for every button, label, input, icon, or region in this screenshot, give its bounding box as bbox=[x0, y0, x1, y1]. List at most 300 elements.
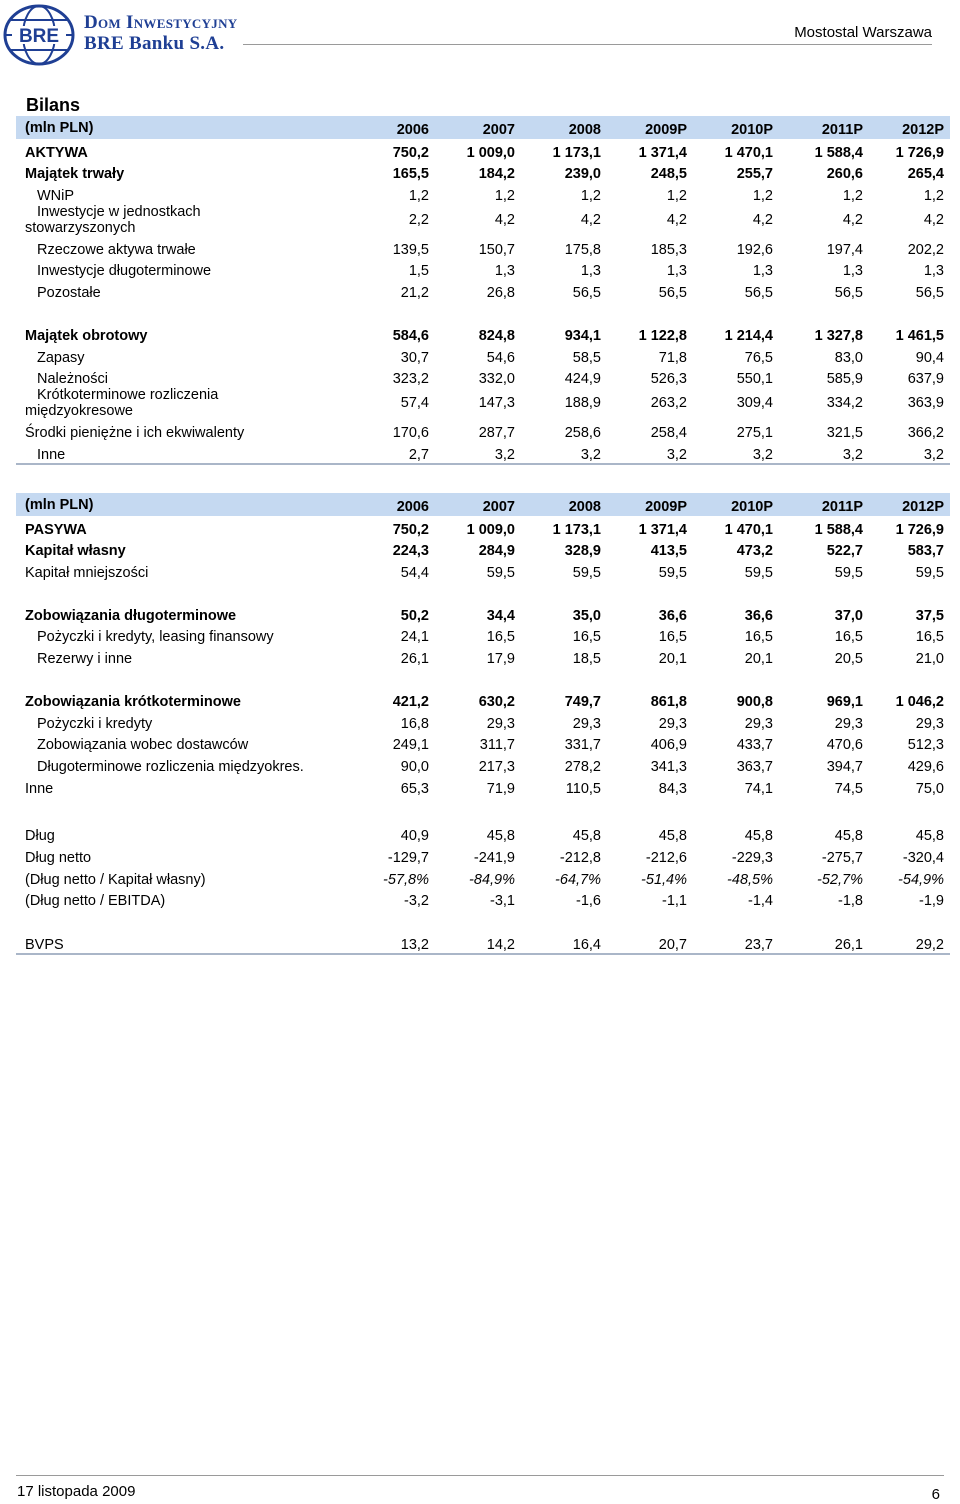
cell: -1,9 bbox=[919, 893, 944, 910]
year-header: 2010P bbox=[693, 493, 779, 516]
cell: 328,9 bbox=[564, 543, 601, 560]
cell: 36,6 bbox=[658, 607, 687, 624]
cell: 1 726,9 bbox=[895, 144, 944, 161]
unit-label: (mln PLN) bbox=[16, 116, 352, 139]
cell: 1 461,5 bbox=[895, 327, 944, 344]
cell: -3,1 bbox=[490, 893, 515, 910]
table-row bbox=[16, 602, 950, 624]
row-label bbox=[16, 387, 352, 419]
cell: 58,5 bbox=[572, 349, 601, 366]
year-header: 2008 bbox=[521, 116, 607, 139]
table-row bbox=[16, 516, 950, 538]
table-row bbox=[16, 823, 950, 845]
cell: 309,4 bbox=[736, 395, 773, 412]
cell: 750,2 bbox=[392, 521, 429, 538]
spacer-row bbox=[16, 797, 950, 823]
cell: 424,9 bbox=[564, 371, 601, 388]
cell: 421,2 bbox=[392, 693, 429, 710]
cell: 749,7 bbox=[564, 693, 601, 710]
cell: -1,1 bbox=[662, 893, 687, 910]
cell: 4,2 bbox=[666, 212, 687, 229]
cell: 4,2 bbox=[923, 212, 944, 229]
table-row bbox=[16, 866, 950, 888]
cell: 29,3 bbox=[486, 715, 515, 732]
cell: 16,8 bbox=[400, 715, 429, 732]
unit-label: (mln PLN) bbox=[16, 493, 352, 516]
cell: 630,2 bbox=[478, 693, 515, 710]
row-label-line-1: Krótkoterminowe rozliczenia bbox=[37, 387, 219, 404]
table-row bbox=[16, 559, 950, 581]
cell: 16,4 bbox=[521, 931, 607, 954]
cell: 287,7 bbox=[478, 424, 515, 441]
cell: 56,5 bbox=[572, 285, 601, 302]
cell: 175,8 bbox=[564, 241, 601, 258]
cell: 258,6 bbox=[564, 424, 601, 441]
cell: 59,5 bbox=[915, 565, 944, 582]
cell: 258,4 bbox=[650, 424, 687, 441]
page-header bbox=[0, 0, 960, 70]
cell: 900,8 bbox=[736, 693, 773, 710]
cell: 1,3 bbox=[580, 263, 601, 280]
cell: -229,3 bbox=[731, 849, 773, 866]
cell: 522,7 bbox=[826, 543, 863, 560]
cell: 3,2 bbox=[435, 441, 521, 464]
cell: 170,6 bbox=[392, 424, 429, 441]
cell: 3,2 bbox=[607, 441, 693, 464]
cell: 37,0 bbox=[834, 607, 863, 624]
year-header: 2006 bbox=[352, 116, 435, 139]
cell: 2,2 bbox=[408, 212, 429, 229]
bre-logo-icon bbox=[3, 4, 75, 66]
cell: -1,8 bbox=[838, 893, 863, 910]
cell: 470,6 bbox=[826, 737, 863, 754]
footer-divider bbox=[16, 1475, 944, 1476]
table-row bbox=[16, 344, 950, 366]
cell: 249,1 bbox=[392, 737, 429, 754]
cell: 224,3 bbox=[392, 543, 429, 560]
table-row bbox=[16, 419, 950, 441]
cell: 1 173,1 bbox=[552, 144, 601, 161]
row-label: WNiP bbox=[37, 188, 75, 205]
cell: 75,0 bbox=[915, 780, 944, 797]
row-label: Kapitał mniejszości bbox=[25, 565, 149, 582]
row-label: AKTYWA bbox=[25, 144, 88, 161]
cell: 433,7 bbox=[736, 737, 773, 754]
brand-name bbox=[84, 12, 237, 54]
cell: -51,4% bbox=[641, 871, 687, 888]
cell: 1 009,0 bbox=[466, 144, 515, 161]
table-row bbox=[16, 182, 950, 204]
year-header: 2007 bbox=[435, 493, 521, 516]
row-label: Rezerwy i inne bbox=[37, 651, 133, 668]
cell: 311,7 bbox=[479, 737, 515, 754]
cell: 3,2 bbox=[869, 441, 950, 464]
table-header-row bbox=[16, 116, 950, 139]
header-divider bbox=[243, 44, 932, 45]
cell: 1,2 bbox=[494, 188, 515, 205]
cell: 1,2 bbox=[842, 188, 863, 205]
year-header: 2008 bbox=[521, 493, 607, 516]
table-header-row bbox=[16, 493, 950, 516]
cell: 321,5 bbox=[826, 424, 863, 441]
row-label: Należności bbox=[37, 371, 108, 388]
cell: 1,3 bbox=[752, 263, 773, 280]
row-label: Rzeczowe aktywa trwałe bbox=[37, 241, 196, 258]
cell: 824,8 bbox=[478, 327, 515, 344]
section-title: Bilans bbox=[26, 95, 81, 115]
cell: 59,5 bbox=[658, 565, 687, 582]
cell: 1 371,4 bbox=[638, 144, 687, 161]
cell: 16,5 bbox=[915, 629, 944, 646]
year-header: 2012P bbox=[869, 493, 950, 516]
cell: 2,7 bbox=[352, 441, 435, 464]
year-header: 2011P bbox=[779, 116, 869, 139]
cell: 255,7 bbox=[736, 166, 773, 183]
cell: 188,9 bbox=[564, 395, 601, 412]
cell: 3,2 bbox=[521, 441, 607, 464]
spacer-row bbox=[16, 667, 950, 688]
cell: 20,7 bbox=[607, 931, 693, 954]
cell: 512,3 bbox=[907, 737, 944, 754]
cell: 185,3 bbox=[650, 241, 687, 258]
cell: 83,0 bbox=[834, 349, 863, 366]
table-row bbox=[16, 688, 950, 710]
cell: 36,6 bbox=[744, 607, 773, 624]
row-label: Majątek trwały bbox=[25, 166, 125, 183]
cell: 584,6 bbox=[392, 327, 429, 344]
cell: -1,6 bbox=[576, 893, 601, 910]
cell: 90,4 bbox=[915, 349, 944, 366]
svg-text:BRE: BRE bbox=[18, 26, 60, 47]
cell: 4,2 bbox=[752, 212, 773, 229]
cell: 248,5 bbox=[650, 166, 687, 183]
cell: 341,3 bbox=[650, 758, 687, 775]
cell: -275,7 bbox=[821, 849, 863, 866]
table-row bbox=[16, 258, 950, 280]
cell: 4,2 bbox=[842, 212, 863, 229]
row-label: Długoterminowe rozliczenia międzyokres. bbox=[37, 758, 304, 775]
cell: 71,9 bbox=[486, 780, 515, 797]
year-header: 2009P bbox=[607, 493, 693, 516]
cell: 263,2 bbox=[650, 395, 687, 412]
cell: 192,6 bbox=[736, 241, 773, 258]
cell: 331,7 bbox=[564, 737, 601, 754]
cell: 40,9 bbox=[400, 828, 429, 845]
cell: 394,7 bbox=[826, 758, 863, 775]
cell: 323,2 bbox=[392, 371, 429, 388]
cell: 71,8 bbox=[658, 349, 687, 366]
assets-table bbox=[16, 116, 950, 465]
row-label: Kapitał własny bbox=[25, 543, 126, 560]
page-number: 6 bbox=[931, 1486, 940, 1503]
cell: 16,5 bbox=[658, 629, 687, 646]
table-row bbox=[16, 279, 950, 301]
cell: 65,3 bbox=[400, 780, 429, 797]
cell: 110,5 bbox=[565, 780, 601, 797]
cell: 21,0 bbox=[915, 651, 944, 668]
cell: 54,4 bbox=[400, 565, 429, 582]
cell: 1 588,4 bbox=[814, 521, 863, 538]
cell: -241,9 bbox=[473, 849, 515, 866]
row-label: Inne bbox=[16, 441, 352, 464]
cell: 1,2 bbox=[666, 188, 687, 205]
cell: 637,9 bbox=[907, 371, 944, 388]
cell: 20,1 bbox=[744, 651, 773, 668]
row-label: Pożyczki i kredyty bbox=[37, 715, 153, 732]
row-label: Majątek obrotowy bbox=[25, 327, 148, 344]
row-label: Dług bbox=[25, 828, 55, 845]
cell: 50,2 bbox=[400, 607, 429, 624]
cell: 139,5 bbox=[392, 241, 429, 258]
cell: 147,3 bbox=[478, 395, 515, 412]
year-header: 2012P bbox=[869, 116, 950, 139]
cell: 260,6 bbox=[826, 166, 863, 183]
cell: 332,0 bbox=[478, 371, 515, 388]
cell: 26,8 bbox=[486, 285, 515, 302]
cell: 56,5 bbox=[915, 285, 944, 302]
cell: -1,4 bbox=[748, 893, 773, 910]
cell: 750,2 bbox=[392, 144, 429, 161]
cell: 265,4 bbox=[907, 166, 944, 183]
cell: 3,2 bbox=[693, 441, 779, 464]
document-title: Mostostal Warszawa bbox=[794, 24, 932, 41]
cell: 1,2 bbox=[408, 188, 429, 205]
cell: -84,9% bbox=[469, 871, 515, 888]
cell: 21,2 bbox=[400, 285, 429, 302]
cell: 1,2 bbox=[923, 188, 944, 205]
liabilities-table bbox=[16, 493, 950, 955]
cell: 583,7 bbox=[907, 543, 944, 560]
cell: 861,8 bbox=[650, 693, 687, 710]
row-label: (Dług netto / EBITDA) bbox=[25, 893, 166, 910]
cell: 45,8 bbox=[834, 828, 863, 845]
cell: 16,5 bbox=[834, 629, 863, 646]
cell: 1,3 bbox=[923, 263, 944, 280]
cell: 24,1 bbox=[400, 629, 429, 646]
cell: 13,2 bbox=[352, 931, 435, 954]
cell: 17,9 bbox=[486, 651, 515, 668]
cell: 197,4 bbox=[826, 241, 863, 258]
cell: 184,2 bbox=[478, 166, 515, 183]
cell: 45,8 bbox=[572, 828, 601, 845]
cell: 1 046,2 bbox=[895, 693, 944, 710]
cell: 59,5 bbox=[744, 565, 773, 582]
row-label: BVPS bbox=[16, 931, 352, 954]
cell: 1 726,9 bbox=[895, 521, 944, 538]
table-row bbox=[16, 161, 950, 183]
cell: 59,5 bbox=[486, 565, 515, 582]
cell: 1 009,0 bbox=[466, 521, 515, 538]
brand-line-1: Dom Inwestycyjny bbox=[84, 12, 238, 33]
cell: -212,8 bbox=[559, 849, 601, 866]
cell: 37,5 bbox=[915, 607, 944, 624]
cell: 363,9 bbox=[907, 395, 944, 412]
cell: 202,2 bbox=[907, 241, 944, 258]
spacer-row bbox=[16, 581, 950, 602]
table-row bbox=[16, 441, 950, 464]
row-label: Zobowiązania wobec dostawców bbox=[37, 737, 249, 754]
cell: -52,7% bbox=[817, 871, 863, 888]
row-label bbox=[16, 204, 352, 236]
table-row bbox=[16, 844, 950, 866]
cell: 550,1 bbox=[736, 371, 773, 388]
cell: 1 588,4 bbox=[814, 144, 863, 161]
cell: -54,9% bbox=[898, 871, 944, 888]
cell: 1,2 bbox=[580, 188, 601, 205]
cell: 14,2 bbox=[435, 931, 521, 954]
spacer-row bbox=[16, 909, 950, 931]
cell: 934,1 bbox=[564, 327, 601, 344]
cell: 45,8 bbox=[915, 828, 944, 845]
cell: -64,7% bbox=[555, 871, 601, 888]
cell: 26,1 bbox=[400, 651, 429, 668]
cell: 54,6 bbox=[486, 349, 515, 366]
row-label: Pozostałe bbox=[37, 285, 101, 302]
cell: 275,1 bbox=[736, 424, 773, 441]
cell: 473,2 bbox=[736, 543, 773, 560]
table-row bbox=[16, 888, 950, 910]
cell: 23,7 bbox=[693, 931, 779, 954]
cell: 363,7 bbox=[736, 758, 773, 775]
cell: 284,9 bbox=[478, 543, 515, 560]
cell: 26,1 bbox=[779, 931, 869, 954]
row-label-line-1: Inwestycje w jednostkach bbox=[37, 204, 201, 221]
cell: 59,5 bbox=[572, 565, 601, 582]
cell: 217,3 bbox=[478, 758, 515, 775]
table-row bbox=[16, 775, 950, 797]
cell: 1 470,1 bbox=[724, 521, 773, 538]
spacer-row bbox=[16, 301, 950, 322]
cell: 76,5 bbox=[744, 349, 773, 366]
cell: 239,0 bbox=[564, 166, 601, 183]
cell: 29,3 bbox=[744, 715, 773, 732]
cell: 526,3 bbox=[650, 371, 687, 388]
cell: 56,5 bbox=[834, 285, 863, 302]
cell: 1,3 bbox=[842, 263, 863, 280]
table-row bbox=[16, 366, 950, 388]
cell: 45,8 bbox=[658, 828, 687, 845]
cell: -48,5% bbox=[727, 871, 773, 888]
cell: 90,0 bbox=[400, 758, 429, 775]
cell: 1,2 bbox=[752, 188, 773, 205]
cell: 366,2 bbox=[907, 424, 944, 441]
row-label: Inne bbox=[25, 780, 54, 797]
cell: 278,2 bbox=[564, 758, 601, 775]
row-label: Środki pieniężne i ich ekwiwalenty bbox=[25, 424, 245, 441]
cell: 150,7 bbox=[478, 241, 515, 258]
cell: 4,2 bbox=[494, 212, 515, 229]
table-row bbox=[16, 322, 950, 344]
year-header: 2011P bbox=[779, 493, 869, 516]
cell: 16,5 bbox=[572, 629, 601, 646]
cell: 56,5 bbox=[658, 285, 687, 302]
cell: 1 371,4 bbox=[638, 521, 687, 538]
year-header: 2007 bbox=[435, 116, 521, 139]
row-label: Zobowiązania długoterminowe bbox=[25, 607, 237, 624]
cell: 1,3 bbox=[494, 263, 515, 280]
cell: 4,2 bbox=[580, 212, 601, 229]
table-row bbox=[16, 624, 950, 646]
cell: 429,6 bbox=[907, 758, 944, 775]
cell: 56,5 bbox=[744, 285, 773, 302]
cell: 45,8 bbox=[744, 828, 773, 845]
year-header: 2006 bbox=[352, 493, 435, 516]
cell: 45,8 bbox=[486, 828, 515, 845]
row-label: (Dług netto / Kapitał własny) bbox=[25, 871, 206, 888]
cell: 29,3 bbox=[572, 715, 601, 732]
row-label: Pożyczki i kredyty, leasing finansowy bbox=[37, 629, 274, 646]
cell: 1 327,8 bbox=[814, 327, 863, 344]
year-header: 2010P bbox=[693, 116, 779, 139]
cell: 16,5 bbox=[486, 629, 515, 646]
cell: 18,5 bbox=[572, 651, 601, 668]
table-row bbox=[16, 732, 950, 754]
cell: 20,5 bbox=[834, 651, 863, 668]
table-row bbox=[16, 538, 950, 560]
table-row bbox=[16, 931, 950, 954]
cell: 1 173,1 bbox=[552, 521, 601, 538]
cell: 16,5 bbox=[744, 629, 773, 646]
cell: 74,1 bbox=[744, 780, 773, 797]
row-label: Dług netto bbox=[25, 849, 92, 866]
cell: 165,5 bbox=[392, 166, 429, 183]
footer-date: 17 listopada 2009 bbox=[17, 1483, 136, 1500]
cell: 29,3 bbox=[915, 715, 944, 732]
brand-line-2: BRE Banku S.A. bbox=[84, 33, 225, 54]
table-row bbox=[16, 753, 950, 775]
table-row bbox=[16, 387, 950, 419]
cell: 1 214,4 bbox=[724, 327, 773, 344]
cell: 57,4 bbox=[400, 395, 429, 412]
cell: 334,2 bbox=[826, 395, 863, 412]
cell: 969,1 bbox=[826, 693, 863, 710]
table-row bbox=[16, 645, 950, 667]
row-label: Zapasy bbox=[37, 349, 85, 366]
cell: 30,7 bbox=[400, 349, 429, 366]
cell: 35,0 bbox=[572, 607, 601, 624]
cell: 29,3 bbox=[834, 715, 863, 732]
cell: -57,8% bbox=[383, 871, 429, 888]
row-label: Zobowiązania krótkoterminowe bbox=[25, 693, 241, 710]
year-header: 2009P bbox=[607, 116, 693, 139]
table-row bbox=[16, 236, 950, 258]
cell: 59,5 bbox=[834, 565, 863, 582]
cell: 406,9 bbox=[650, 737, 687, 754]
cell: 34,4 bbox=[486, 607, 515, 624]
cell: 1 122,8 bbox=[638, 327, 687, 344]
row-label: PASYWA bbox=[25, 521, 87, 538]
cell: -3,2 bbox=[404, 893, 429, 910]
cell: 74,5 bbox=[834, 780, 863, 797]
cell: 1,3 bbox=[666, 263, 687, 280]
cell: 29,2 bbox=[869, 931, 950, 954]
cell: -212,6 bbox=[645, 849, 687, 866]
table-row bbox=[16, 139, 950, 161]
cell: 29,3 bbox=[658, 715, 687, 732]
cell: 20,1 bbox=[658, 651, 687, 668]
cell: 413,5 bbox=[650, 543, 687, 560]
cell: 1,5 bbox=[408, 263, 429, 280]
table-row bbox=[16, 710, 950, 732]
cell: -320,4 bbox=[902, 849, 944, 866]
cell: -129,7 bbox=[387, 849, 429, 866]
cell: 1 470,1 bbox=[724, 144, 773, 161]
row-label: Inwestycje długoterminowe bbox=[37, 263, 212, 280]
cell: 585,9 bbox=[826, 371, 863, 388]
cell: 3,2 bbox=[779, 441, 869, 464]
row-label-line-2: stowarzyszonych bbox=[25, 220, 136, 237]
table-row bbox=[16, 204, 950, 236]
